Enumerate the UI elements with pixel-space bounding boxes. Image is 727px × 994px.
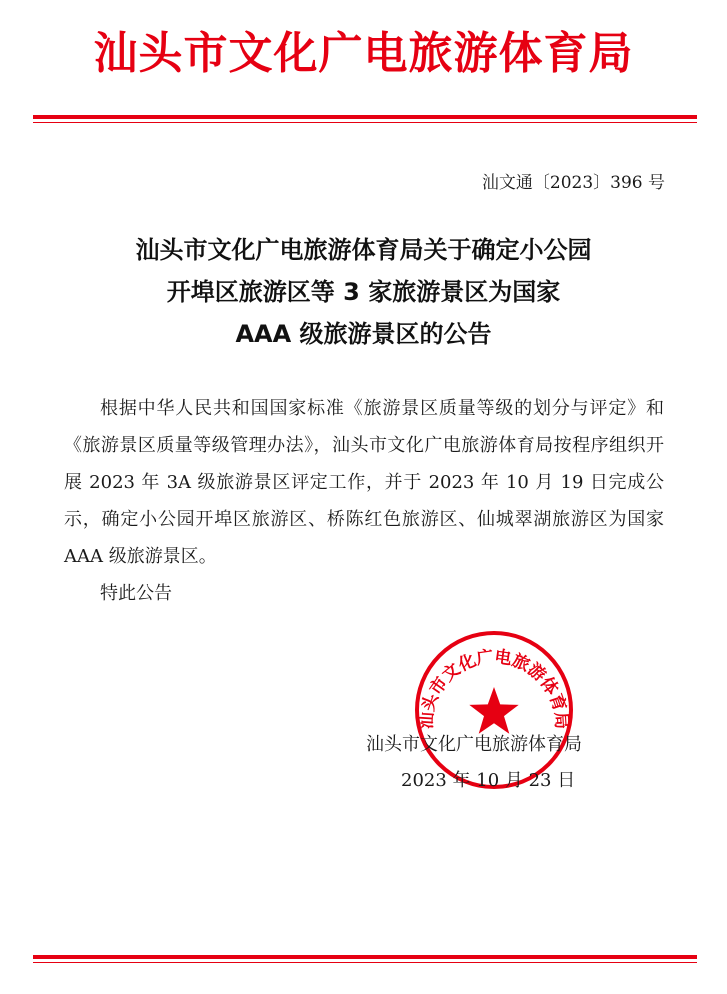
closing-remark: 特此公告 — [100, 583, 172, 604]
signing-date: 2023 年 10 月 23 日 — [401, 770, 576, 791]
letterhead-rule-thin — [33, 122, 697, 123]
document-number: 汕文通〔2023〕396 号 — [481, 173, 665, 193]
title-line-3: AAA 级旅游景区的公告 — [235, 320, 492, 348]
document-title — [0, 229, 727, 355]
seal-text: 汕头市文化广电旅游体育局 — [416, 647, 572, 730]
footer-rule-thin — [33, 962, 697, 963]
title-line-1: 汕头市文化广电旅游体育局关于确定小公园 — [135, 236, 592, 264]
letterhead-rule-thick — [33, 115, 697, 119]
agency-letterhead: 汕头市文化广电旅游体育局 — [93, 28, 634, 79]
footer-rule-thick — [33, 955, 697, 959]
signing-agency: 汕头市文化广电旅游体育局 — [366, 734, 582, 755]
title-line-2: 开埠区旅游区等 3 家旅游景区为国家 — [166, 278, 561, 306]
document-body — [64, 390, 664, 575]
body-paragraph: 根据中华人民共和国国家标准《旅游景区质量等级的划分与评定》和《旅游景区质量等级管理办法》，汕头市文化广电旅游体育局按程序组织开展 2023 年 3A 级旅游景区评定工作，并于 2023 年 10 月 19 日完成公示，确定小公园开埠区旅游区、桥陈红色旅游区、仙城翠湖旅游区为国家 AAA 级旅游景区。 — [64, 398, 664, 567]
seal-star-icon — [469, 687, 518, 734]
